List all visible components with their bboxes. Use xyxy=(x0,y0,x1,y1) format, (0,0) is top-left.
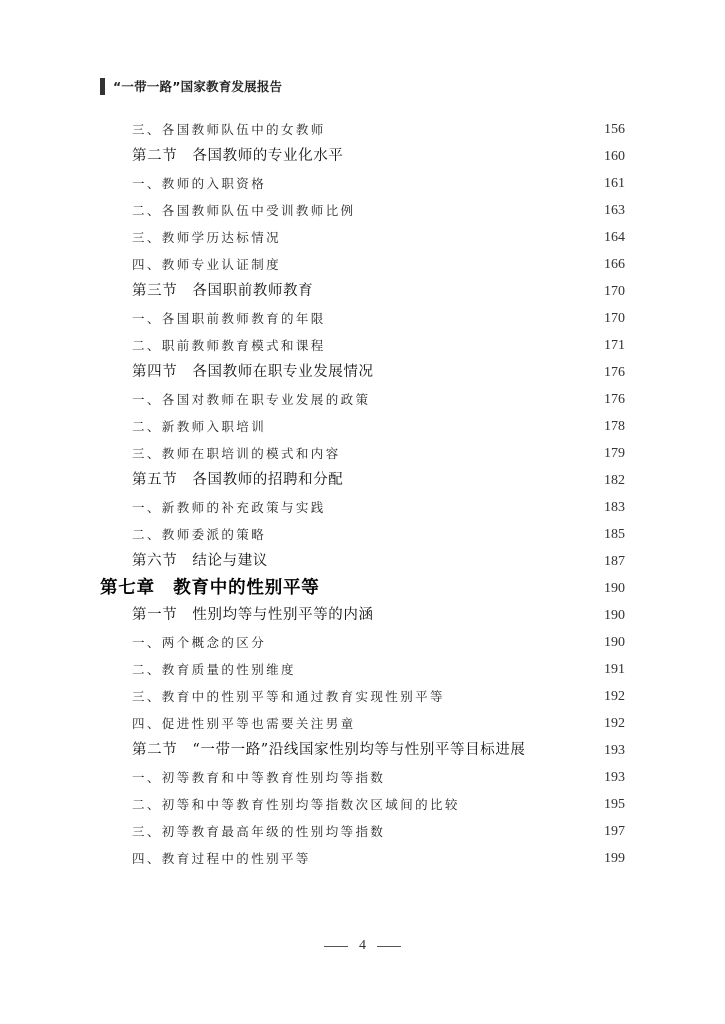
toc-entry-title: 第三节 各国职前教师教育 xyxy=(132,283,314,299)
toc-entry-page-number: 195 xyxy=(604,797,625,812)
toc-entry-title: 二、教师委派的策略 xyxy=(132,527,267,542)
toc-item-entry xyxy=(0,224,725,251)
toc-entry-title: 第一节 性别均等与性别平等的内涵 xyxy=(132,607,374,623)
toc-entry-page-number: 178 xyxy=(604,419,625,434)
toc-entry-title: 二、职前教师教育模式和课程 xyxy=(132,338,326,353)
toc-entry-title: 二、新教师入职培训 xyxy=(132,419,267,434)
toc-item-entry xyxy=(0,710,725,737)
toc-entry-page-number: 166 xyxy=(604,257,625,272)
toc-entry-title: 第七章 教育中的性别平等 xyxy=(100,578,320,598)
toc-item-entry xyxy=(0,845,725,872)
toc-item-entry xyxy=(0,251,725,278)
toc-entry-title: 三、教育中的性别平等和通过教育实现性别平等 xyxy=(132,689,445,704)
toc-entry-title: 三、教师学历达标情况 xyxy=(132,230,282,245)
toc-entry-page-number: 176 xyxy=(604,392,625,407)
toc-item-entry xyxy=(0,818,725,845)
toc-entry-title: 第四节 各国教师在职专业发展情况 xyxy=(132,364,374,380)
toc-entry-page-number: 160 xyxy=(604,149,625,164)
footer-dash-left xyxy=(324,946,348,947)
toc-section-entry xyxy=(0,602,725,629)
toc-entry-title: 四、教师专业认证制度 xyxy=(132,257,282,272)
toc-entry-page-number: 190 xyxy=(604,581,625,596)
toc-item-entry xyxy=(0,791,725,818)
toc-item-entry xyxy=(0,413,725,440)
toc-section-entry xyxy=(0,548,725,575)
toc-entry-page-number: 193 xyxy=(604,770,625,785)
toc-entry-page-number: 163 xyxy=(604,203,625,218)
toc-entry-page-number: 170 xyxy=(604,311,625,326)
toc-entry-page-number: 170 xyxy=(604,284,625,299)
toc-entry-title: 四、促进性别平等也需要关注男童 xyxy=(132,716,356,731)
toc-entry-title: 三、教师在职培训的模式和内容 xyxy=(132,446,341,461)
toc-entry-title: 二、初等和中等教育性别均等指数次区域间的比较 xyxy=(132,797,460,812)
toc-entry-page-number: 193 xyxy=(604,743,625,758)
toc-entry-title: 一、各国对教师在职专业发展的政策 xyxy=(132,392,371,407)
toc-entry-page-number: 161 xyxy=(604,176,625,191)
toc-entry-page-number: 187 xyxy=(604,554,625,569)
toc-entry-page-number: 156 xyxy=(604,122,625,137)
toc-item-entry xyxy=(0,305,725,332)
toc-entry-page-number: 185 xyxy=(604,527,625,542)
toc-item-entry xyxy=(0,629,725,656)
toc-entry-title: 一、教师的入职资格 xyxy=(132,176,267,191)
footer-dash-right xyxy=(377,946,401,947)
toc-entry-title: 四、教育过程中的性别平等 xyxy=(132,851,311,866)
toc-entry-page-number: 191 xyxy=(604,662,625,677)
toc-entry-title: 二、各国教师队伍中受训教师比例 xyxy=(132,203,356,218)
toc-item-entry xyxy=(0,332,725,359)
toc-entry-page-number: 164 xyxy=(604,230,625,245)
toc-entry-page-number: 183 xyxy=(604,500,625,515)
toc-item-entry xyxy=(0,494,725,521)
toc-entry-page-number: 197 xyxy=(604,824,625,839)
toc-item-entry xyxy=(0,521,725,548)
toc-item-entry xyxy=(0,440,725,467)
toc-chapter-entry xyxy=(0,575,725,602)
toc-item-entry xyxy=(0,116,725,143)
toc-entry-title: 三、各国教师队伍中的女教师 xyxy=(132,122,326,137)
toc-entry-page-number: 179 xyxy=(604,446,625,461)
toc-entry-page-number: 182 xyxy=(604,473,625,488)
toc-entry-title: 一、初等教育和中等教育性别均等指数 xyxy=(132,770,386,785)
book-title: “一带一路”国家教育发展报告 xyxy=(113,79,283,94)
toc-entry-title: 二、教育质量的性别维度 xyxy=(132,662,296,677)
toc-entry-title: 一、各国职前教师教育的年限 xyxy=(132,311,326,326)
page-footer xyxy=(0,936,725,956)
toc-entry-title: 一、两个概念的区分 xyxy=(132,635,267,650)
toc-section-entry xyxy=(0,359,725,386)
toc-item-entry xyxy=(0,197,725,224)
toc-section-entry xyxy=(0,143,725,170)
toc-section-entry xyxy=(0,467,725,494)
toc-item-entry xyxy=(0,656,725,683)
toc-entry-title: 第六节 结论与建议 xyxy=(132,553,268,569)
toc-item-entry xyxy=(0,170,725,197)
toc-entry-page-number: 171 xyxy=(604,338,625,353)
toc-item-entry xyxy=(0,386,725,413)
toc-entry-title: 第二节 “一带一路”沿线国家性别均等与性别平等目标进展 xyxy=(132,742,526,758)
toc-section-entry xyxy=(0,278,725,305)
toc-entry-page-number: 190 xyxy=(604,635,625,650)
toc-entry-title: 三、初等教育最高年级的性别均等指数 xyxy=(132,824,386,839)
toc-entry-page-number: 190 xyxy=(604,608,625,623)
toc-entry-title: 第五节 各国教师的招聘和分配 xyxy=(132,472,344,488)
toc-entry-page-number: 176 xyxy=(604,365,625,380)
toc-item-entry xyxy=(0,764,725,791)
toc-entry-title: 一、新教师的补充政策与实践 xyxy=(132,500,326,515)
toc-entry-page-number: 192 xyxy=(604,689,625,704)
toc-entry-title: 第二节 各国教师的专业化水平 xyxy=(132,148,344,164)
page-number: 4 xyxy=(359,938,366,953)
toc-section-entry xyxy=(0,737,725,764)
toc-entry-page-number: 199 xyxy=(604,851,625,866)
toc-item-entry xyxy=(0,683,725,710)
toc-entry-page-number: 192 xyxy=(604,716,625,731)
